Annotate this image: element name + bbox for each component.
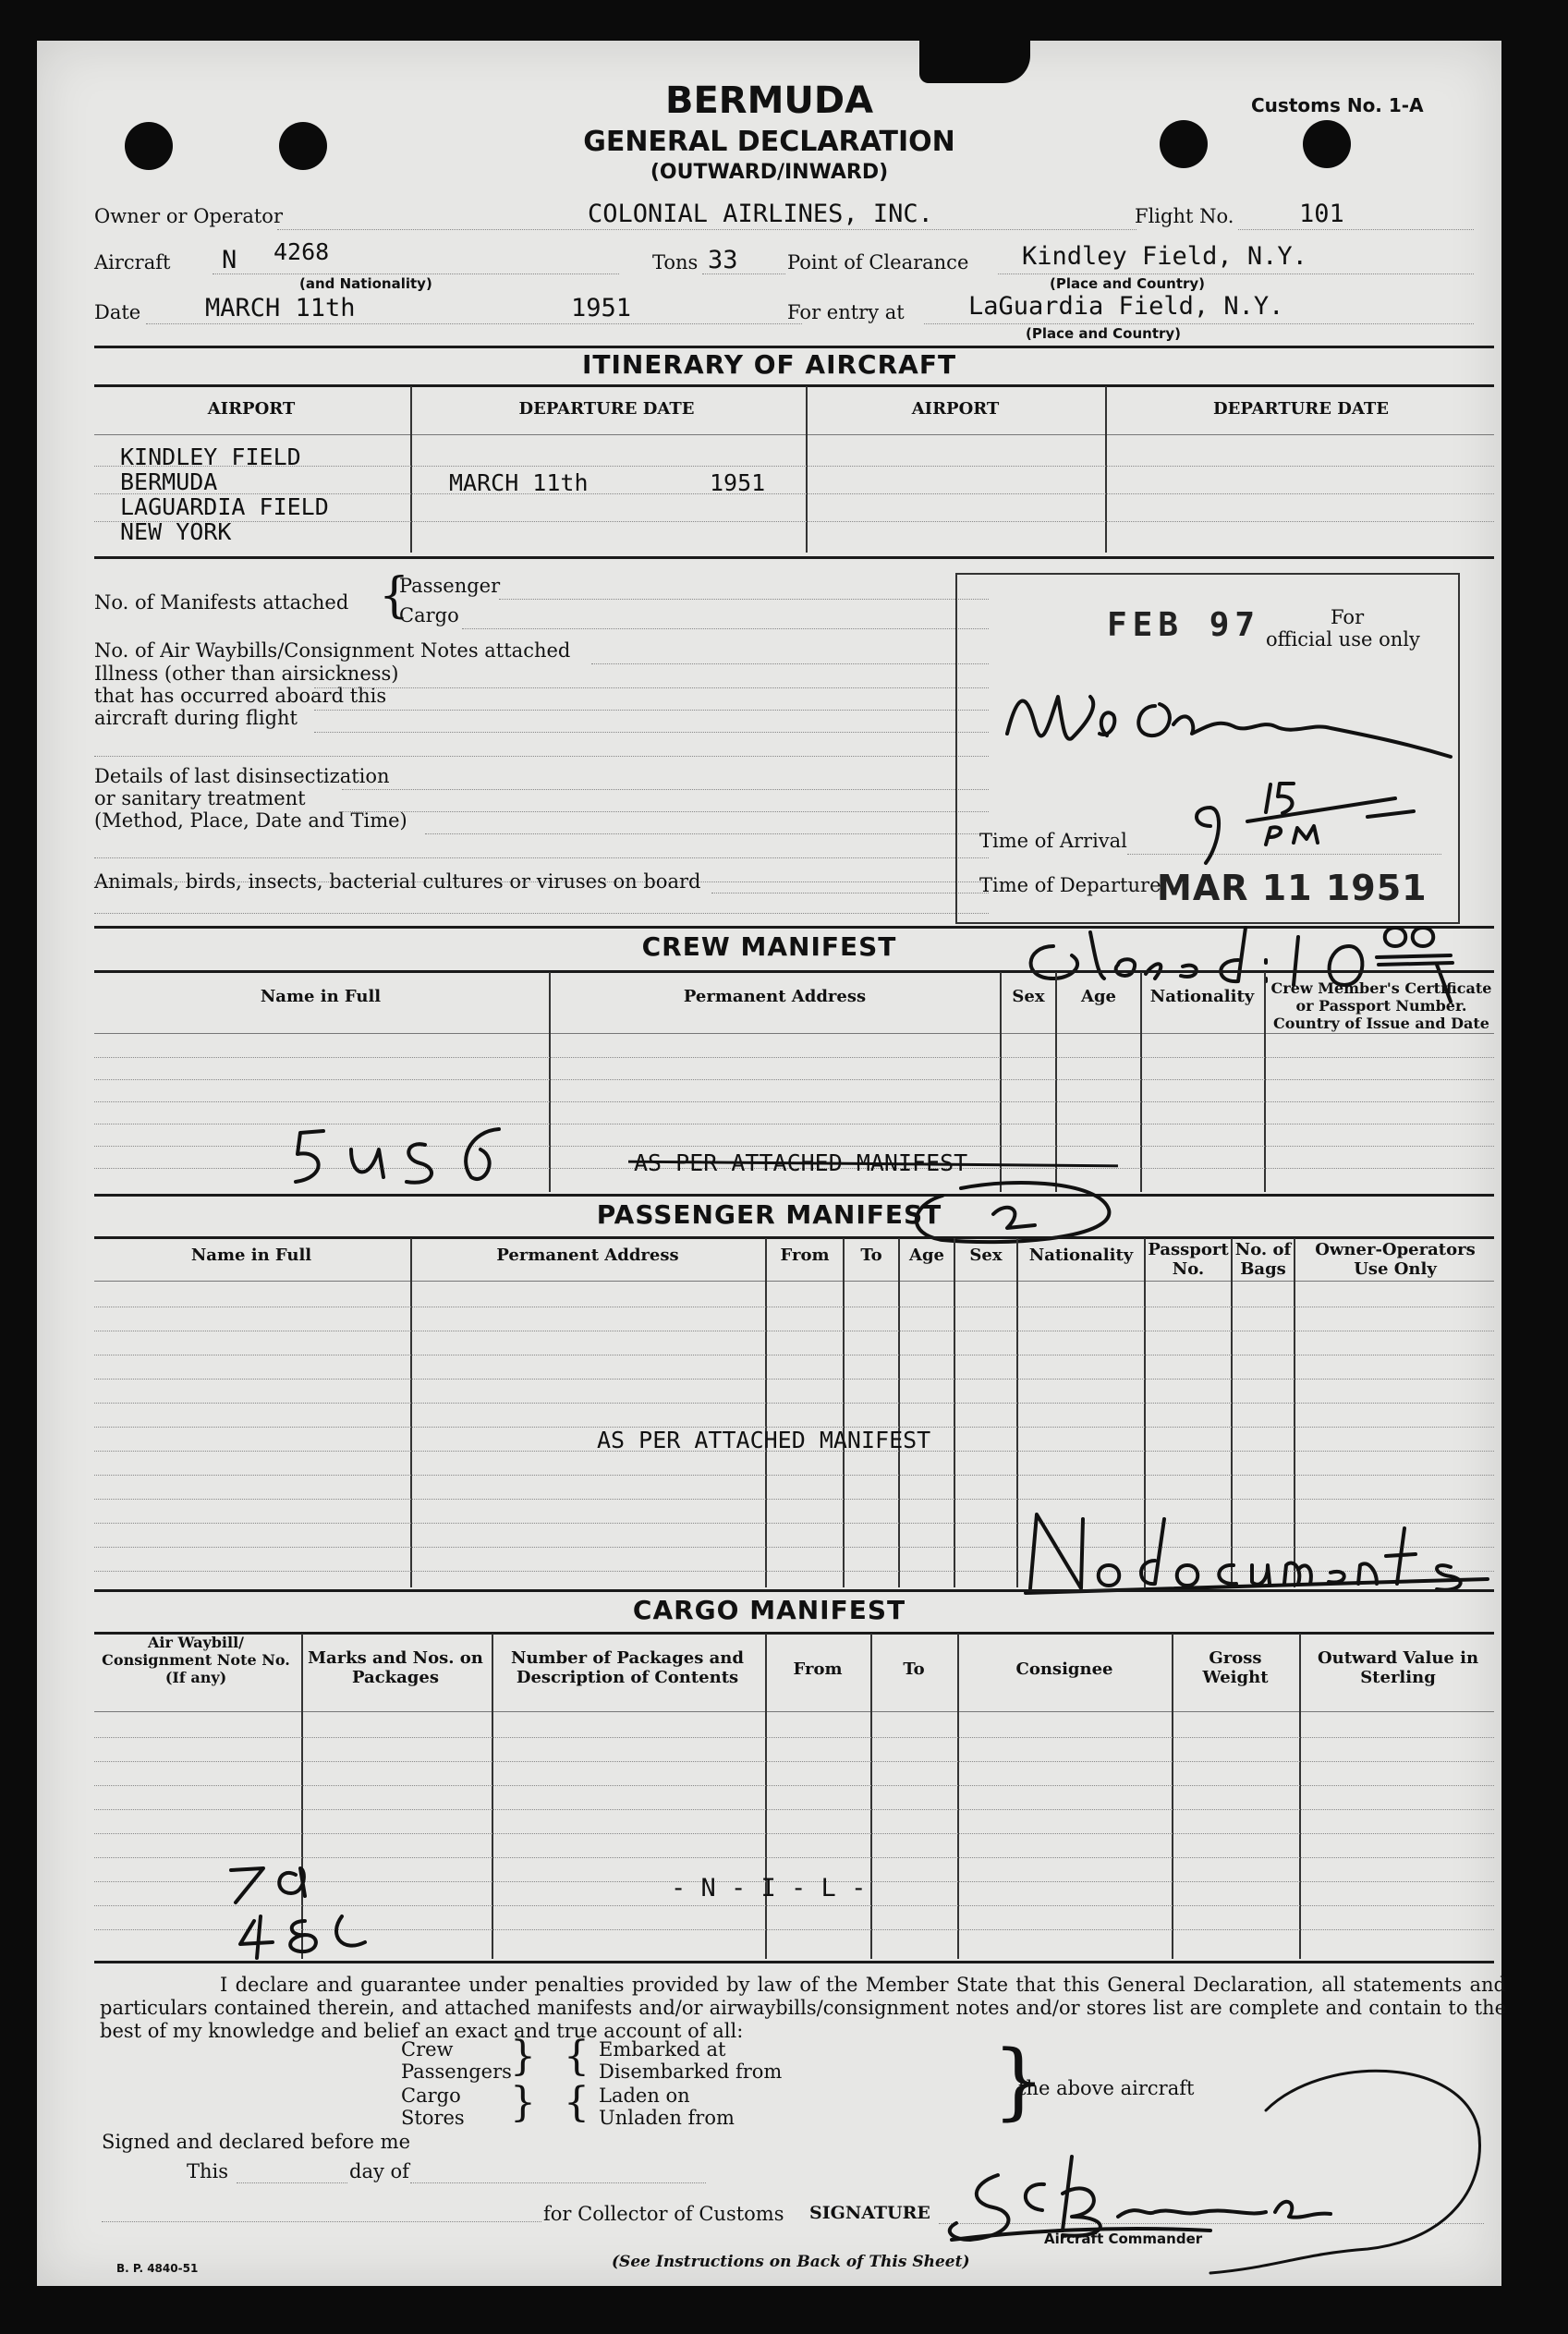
manifest-cargo: Cargo	[399, 604, 459, 626]
itin-airport-line: LAGUARDIA FIELD	[120, 493, 329, 520]
declaration-item-right: Unladen from	[599, 2107, 735, 2129]
crew-col-certificate: Crew Member's Certificate or Passport Number. Country of Issue and Date	[1270, 979, 1492, 1032]
pax-col-passport: Passport No.	[1148, 1240, 1229, 1279]
declaration-item-left: Cargo	[401, 2085, 461, 2107]
pax-col-address: Permanent Address	[496, 1246, 679, 1265]
pax-col-owner: Owner-Operators Use Only	[1315, 1240, 1476, 1279]
arrival-label: Time of Arrival	[979, 830, 1127, 852]
declaration-item-right: Laden on	[599, 2085, 690, 2107]
pax-col-bags: No. of Bags	[1234, 1240, 1292, 1279]
cargo-col-value: Outward Value in Sterling	[1317, 1648, 1479, 1687]
declaration-form: BERMUDA GENERAL DECLARATION (OUTWARD/INWARD) Customs No. 1-A Owner or Operator COLONIAL AIRLINES, INC. Flight No. 101 Aircraft N 4268 (and Nationality) Tons 33 Point of Clearance Kindley Field, N.Y. (Place and Country) Date MARCH 11th 1951 For entry at LaGuardia Field, N.Y. (Place and Country) ITINERARY OF AIRCRAFT AIRPORT DEPARTURE DATE AIRPORT DEPARTURE DATE KINDLEY FIELD BERMUDA LAGUARDIA FIELD NEW YORK MARCH 11th 1951 No. of Manifests attached { Passenger Cargo No. of Air Waybills/Consignment Notes attached Illness (other than airsickness) that has occurred aboard this aircraft during flight Details of last disinsectization or sanitary treatment (Method, Place, Date and Time) Animals, birds, insects, bacterial cultures or viruses on board FEB 97 For official use only Time of Arrival Time of Departure MAR 11 1951 CREW MANIFEST Name in Full Permanent Address Sex Age Nationality Crew Member's Certificate or Passport Number. Country of Issue and Date AS PER ATTACHED MANIFEST PASSENGER MANIFEST Name in Full Permanent Address From To Age Sex Nationality Passport No. No. of Bags Owner-Operators Use Only AS PER ATTACHED MANIFEST CARGO MANIFEST Air Waybill/ Consignment Note No. (If any) Marks and Nos. on Packages Number of Packages and Description of Contents From To Consignee Gross Weight Outward Value in Sterling - N - I - L - I declare and guarantee under penalties provided by law of the Member State that this General Declaration, all statements and particulars contained therein, and attached manifests and/or airwaybills/consignment notes and/or stores list are complete and contain to the best of my knowledge and belief an exact and true account of all: Crew Passengers Cargo Stores } } { { Embarked at Disembarked from Laden on Unladen from } the above aircraft Signed and declared before me This day of for Collector of Customs SIGNATURE Aircraft Commander (See Instructions on Back of This Sheet) B. P. 4840-51	[37, 41, 1501, 2286]
declaration-item-right: Disembarked from	[599, 2060, 783, 2083]
owner-label: Owner or Operator	[94, 205, 283, 227]
itin-col-airport: AIRPORT	[207, 399, 296, 419]
clearance-value: Kindley Field, N.Y.	[1022, 242, 1307, 271]
crew-count-handwritten	[286, 1122, 517, 1196]
arrival-time-handwritten	[1183, 771, 1423, 872]
cargo-title: CARGO MANIFEST	[632, 1595, 906, 1625]
commander-label: Aircraft Commander	[1044, 2231, 1203, 2247]
disinsect-line: Details of last disinsectization	[94, 765, 390, 787]
above-aircraft: the above aircraft	[1018, 2077, 1195, 2099]
instructions-note: (See Instructions on Back of This Sheet)	[612, 2253, 970, 2271]
tons-label: Tons	[652, 251, 699, 274]
date-value: MARCH 11th	[205, 294, 356, 322]
itin-airport-line: NEW YORK	[120, 518, 232, 545]
date-stamp: MAR 11 1951	[1157, 868, 1428, 908]
cargo-col-weight: Gross Weight	[1202, 1648, 1269, 1687]
this-label: This	[187, 2160, 229, 2182]
form-number: Customs No. 1-A	[1251, 94, 1424, 116]
itin-departure-date: MARCH 11th	[449, 469, 589, 496]
itin-col-departure: DEPARTURE DATE	[518, 399, 695, 419]
owner-value: COLONIAL AIRLINES, INC.	[588, 200, 933, 228]
itin-airport-line: BERMUDA	[120, 468, 218, 495]
clearance-label: Point of Clearance	[787, 251, 969, 274]
entry-label: For entry at	[787, 301, 905, 323]
cargo-body-text: - N - I - L -	[671, 1874, 867, 1902]
itin-col-departure-2: DEPARTURE DATE	[1213, 399, 1389, 419]
cargo-col-marks: Marks and Nos. on Packages	[308, 1648, 483, 1687]
disinsect-line: or sanitary treatment	[94, 787, 306, 809]
official-signature	[998, 669, 1460, 771]
crew-col-age: Age	[1080, 987, 1116, 1006]
form-title: GENERAL DECLARATION	[583, 126, 955, 158]
torn-edge	[919, 37, 1030, 83]
declaration-text: I declare and guarantee under penalties provided by law of the Member State that this General Declaration, all statements and particulars contained therein, and attached manifests and/or airwaybills/consignment notes and/or stores list are complete and contain to the best of my knowledge and belief an exact and true account of all:	[100, 1974, 1506, 2042]
commander-signature	[933, 2055, 1488, 2277]
aircraft-sub: (and Nationality)	[299, 275, 432, 292]
no-documents-handwritten	[1016, 1501, 1497, 1602]
pax-col-name: Name in Full	[190, 1246, 312, 1265]
declaration-item-left: Crew	[401, 2038, 454, 2060]
flight-value: 101	[1299, 200, 1344, 228]
passenger-title: PASSENGER MANIFEST	[596, 1199, 942, 1230]
manifests-label: No. of Manifests attached	[94, 591, 349, 614]
brace: {	[379, 568, 410, 624]
cargo-col-to: To	[903, 1659, 925, 1679]
pax-body-text: AS PER ATTACHED MANIFEST	[597, 1427, 931, 1453]
official-for: For	[1331, 606, 1365, 628]
aircraft-value: 4268	[273, 238, 330, 265]
animals-label: Animals, birds, insects, bacterial cultures or viruses on board	[94, 870, 701, 893]
cargo-col-waybill: Air Waybill/ Consignment Note No. (If any)	[102, 1634, 290, 1686]
country-heading: BERMUDA	[664, 79, 874, 122]
cargo-handwritten-note	[203, 1852, 388, 1963]
flight-label: Flight No.	[1135, 205, 1234, 227]
illness-line: that has occurred aboard this	[94, 685, 387, 707]
crew-col-nationality: Nationality	[1149, 987, 1255, 1006]
cargo-col-from: From	[793, 1659, 843, 1679]
cargo-col-consignee: Consignee	[1015, 1659, 1113, 1679]
passenger-count-handwritten	[906, 1177, 1118, 1251]
entry-value: LaGuardia Field, N.Y.	[968, 292, 1284, 321]
signed-before: Signed and declared before me	[102, 2131, 411, 2153]
crew-title: CREW MANIFEST	[641, 931, 897, 962]
pax-col-from: From	[780, 1246, 830, 1265]
day-of-label: day of	[349, 2160, 409, 2182]
itinerary-title: ITINERARY OF AIRCRAFT	[581, 349, 957, 380]
itin-departure-year: 1951	[710, 469, 766, 496]
tons-value: 33	[708, 246, 738, 274]
clearance-sub: (Place and Country)	[1050, 275, 1206, 292]
year-value: 1951	[571, 294, 632, 322]
official-use-label: official use only	[1266, 628, 1420, 650]
pax-col-age: Age	[908, 1246, 944, 1265]
illness-line: aircraft during flight	[94, 707, 298, 729]
collector-label: for Collector of Customs	[543, 2203, 784, 2225]
cargo-col-packages: Number of Packages and Description of Contents	[511, 1648, 744, 1687]
crew-col-address: Permanent Address	[683, 987, 867, 1006]
declaration-item-left: Passengers	[401, 2060, 512, 2083]
pax-col-to: To	[860, 1246, 882, 1265]
pax-col-sex: Sex	[969, 1246, 1003, 1265]
signature-label: SIGNATURE	[809, 2203, 930, 2223]
aircraft-nationality: N	[222, 246, 237, 274]
declaration-item-left: Stores	[401, 2107, 465, 2129]
itin-airport-line: KINDLEY FIELD	[120, 444, 301, 470]
pax-col-nationality: Nationality	[1028, 1246, 1134, 1265]
form-code: B. P. 4840-51	[116, 2262, 199, 2275]
entry-sub: (Place and Country)	[1026, 325, 1182, 342]
waybills-label: No. of Air Waybills/Consignment Notes attached	[94, 639, 571, 662]
departure-label: Time of Departure	[979, 874, 1161, 896]
date-label: Date	[94, 301, 141, 323]
crew-col-sex: Sex	[1012, 987, 1045, 1006]
illness-line: Illness (other than airsickness)	[94, 663, 399, 685]
manifest-passenger: Passenger	[399, 575, 501, 597]
disinsect-line: (Method, Place, Date and Time)	[94, 809, 407, 832]
crew-struck-text: AS PER ATTACHED MANIFEST	[634, 1149, 968, 1176]
form-subtitle: (OUTWARD/INWARD)	[650, 161, 889, 184]
crew-col-name: Name in Full	[260, 987, 382, 1006]
itin-col-airport-2: AIRPORT	[911, 399, 1000, 419]
received-stamp: FEB 97	[1107, 606, 1261, 644]
aircraft-label: Aircraft	[94, 251, 171, 274]
declaration-item-right: Embarked at	[599, 2038, 726, 2060]
